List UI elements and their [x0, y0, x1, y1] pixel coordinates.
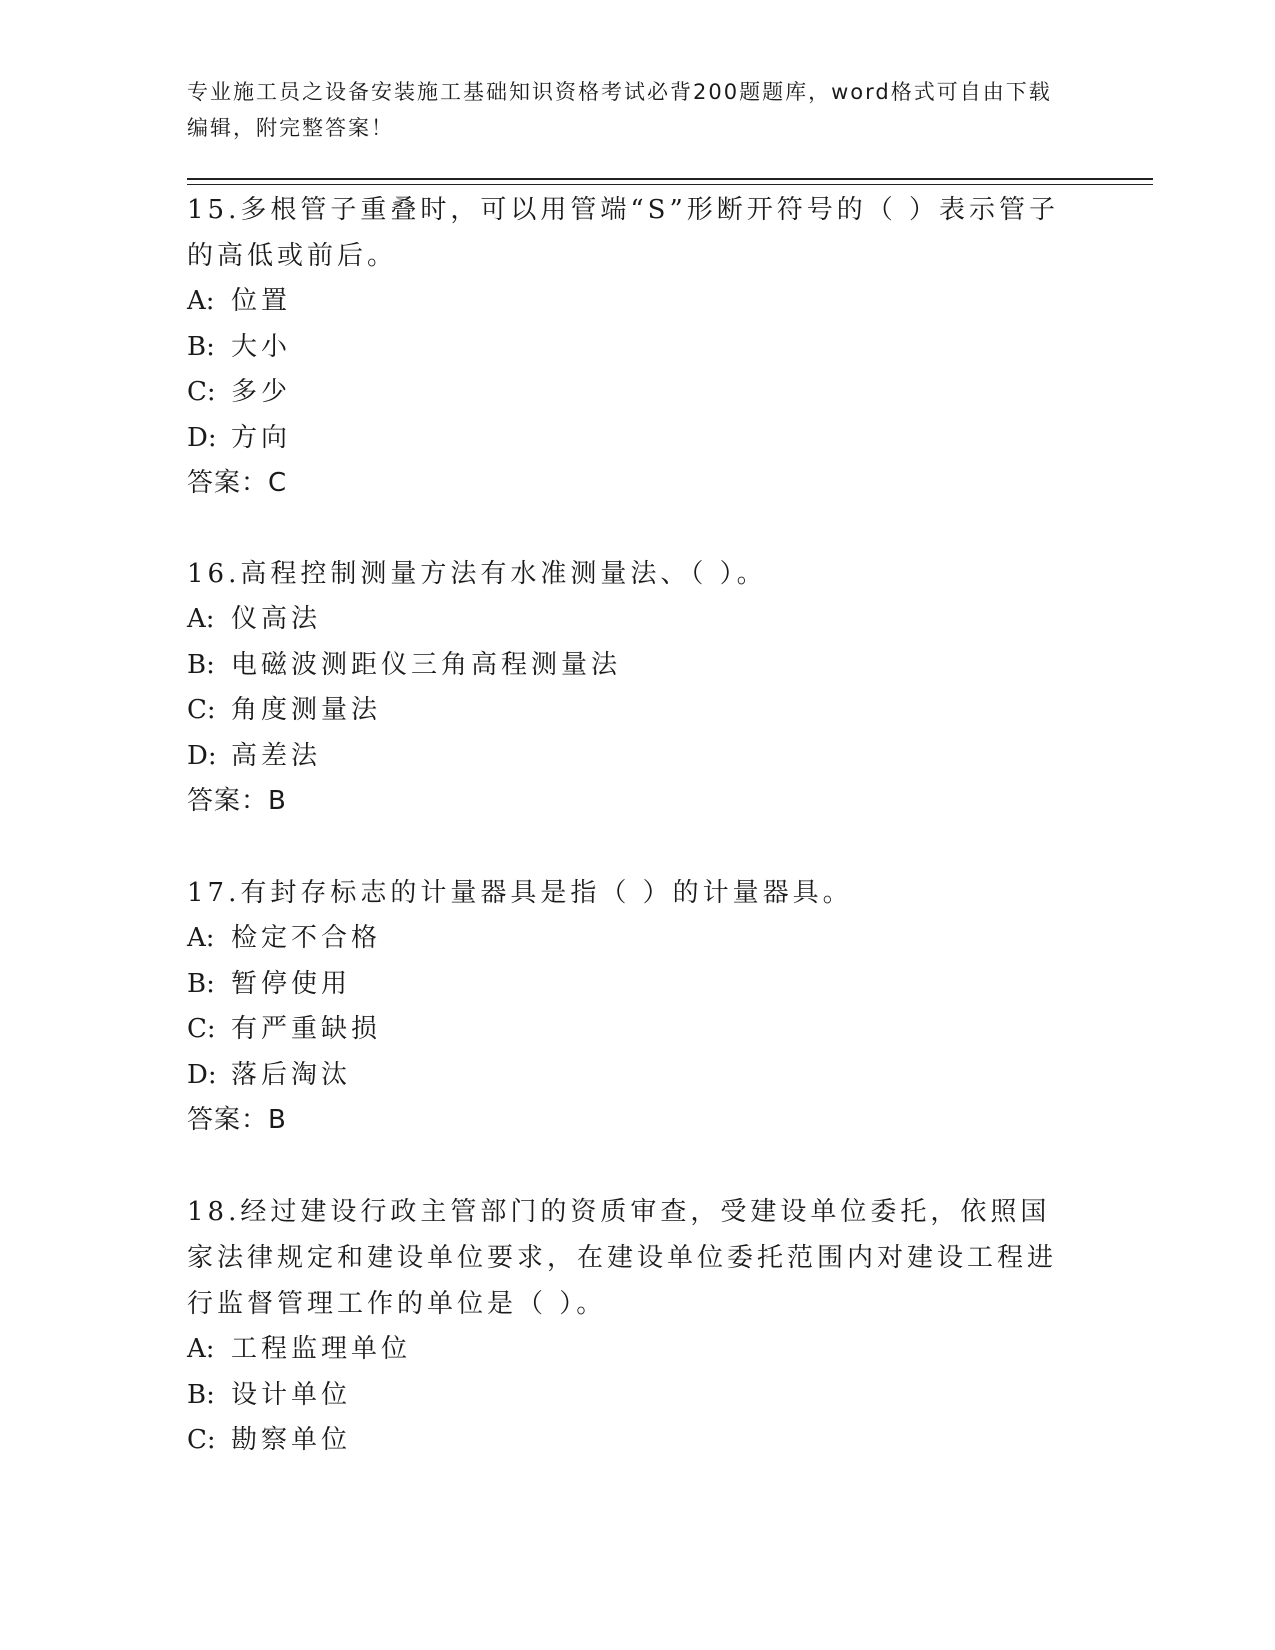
- option-c: [187, 1007, 1067, 1053]
- option-letter: A:: [187, 286, 215, 316]
- option-letter: C:: [187, 377, 216, 407]
- answer-line: 答案：B: [187, 786, 287, 816]
- option-text: 有严重缺损: [231, 1014, 382, 1044]
- option-letter: C:: [187, 1425, 216, 1455]
- option-text: 高差法: [231, 740, 322, 771]
- question-15: [187, 187, 1067, 506]
- option-c: [187, 1418, 1067, 1464]
- option-text: 勘察单位: [231, 1425, 352, 1455]
- option-b: [187, 643, 1067, 689]
- question-16: [187, 551, 1067, 824]
- option-text: 仪高法: [231, 604, 322, 634]
- question-stem: 15.多根管子重叠时，可以用管端“S”形断开符号的（ ）表示管子的高低或前后。: [187, 195, 1060, 271]
- option-letter: B:: [187, 968, 215, 999]
- option-b: [187, 325, 1067, 371]
- option-letter: C:: [187, 695, 216, 725]
- option-letter: B:: [187, 1379, 215, 1410]
- question-stem: 16.高程控制测量方法有水准测量法、（ ）。: [187, 559, 767, 589]
- option-text: 落后淘汰: [231, 1059, 352, 1090]
- option-text: 角度测量法: [231, 695, 382, 725]
- option-a: [187, 916, 1067, 962]
- option-b: [187, 1373, 1067, 1419]
- option-d: [187, 1053, 1067, 1099]
- option-a: [187, 597, 1067, 643]
- option-letter: D:: [187, 422, 217, 453]
- option-letter: A:: [187, 923, 215, 953]
- option-letter: C:: [187, 1014, 216, 1044]
- option-text: 方向: [231, 422, 292, 453]
- option-text: 多少: [231, 377, 292, 407]
- option-letter: D:: [187, 740, 217, 771]
- option-d: [187, 734, 1067, 780]
- option-a: [187, 279, 1067, 325]
- option-letter: B:: [187, 331, 215, 362]
- header-divider-thick: [187, 178, 1153, 180]
- header-divider-thin: [187, 184, 1153, 185]
- option-b: [187, 962, 1067, 1008]
- question-18: [187, 1189, 1067, 1464]
- option-letter: B:: [187, 649, 215, 680]
- answer-line: 答案：C: [187, 468, 288, 498]
- question-stem: 18.经过建设行政主管部门的资质审查，受建设单位委托，依照国家法律规定和建设单位要求，在建设单位委托范围内对建设工程进行监督管理工作的单位是（ ）。: [187, 1197, 1058, 1319]
- option-text: 位置: [231, 286, 292, 316]
- option-letter: A:: [187, 604, 215, 634]
- option-d: [187, 416, 1067, 462]
- question-17: [187, 870, 1067, 1143]
- document-header-note: 专业施工员之设备安装施工基础知识资格考试必背200题题库，word格式可自由下载编辑，附完整答案！: [187, 80, 1052, 140]
- option-c: [187, 370, 1067, 416]
- option-a: [187, 1327, 1067, 1373]
- option-text: 暂停使用: [231, 968, 352, 999]
- option-text: 检定不合格: [231, 923, 382, 953]
- option-text: 设计单位: [231, 1379, 352, 1410]
- option-letter: D:: [187, 1059, 217, 1090]
- option-text: 工程监理单位: [231, 1334, 412, 1364]
- option-text: 大小: [231, 331, 292, 362]
- answer-line: 答案：B: [187, 1105, 287, 1135]
- option-letter: A:: [187, 1334, 215, 1364]
- option-c: [187, 688, 1067, 734]
- question-stem: 17.有封存标志的计量器具是指（ ）的计量器具。: [187, 878, 853, 908]
- option-text: 电磁波测距仪三角高程测量法: [231, 649, 622, 680]
